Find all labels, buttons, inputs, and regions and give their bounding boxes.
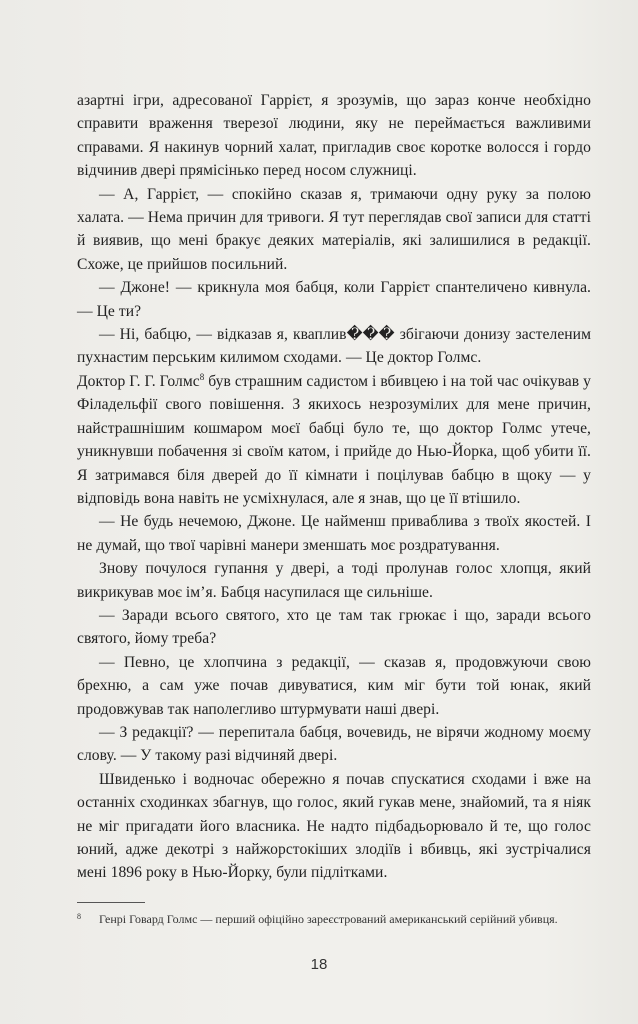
- paragraph-10: — З редакції? — перепитала бабця, вочевидь, не вірячи жодному моєму слову. — У такому разі відчиняй двері.: [77, 723, 591, 765]
- footnote-text: Генрі Говард Голмс — перший офіційно зареєстрований американський серійний убивця.: [99, 912, 558, 926]
- paragraph-2: — А, Гаррієт, — спокійно сказав я, тримаючи одну руку за полою халата. — Нема причин для тривоги. Я тут переглядав свої записи для статті й виявив, що мені бракує деяких матеріалів, які залишилися в редакції. Схоже, це прийшов посильний.: [77, 185, 591, 273]
- paragraph-5-rest: був страшним садистом і вбивцею і на той час очікував у Філадельфії свого повішення. З якихось незрозумілих для мене причин, найстрашнішим кошмаром моєї бабці було те, що доктор Голмс утече, уникнувши побачення зі своїм катом, і прийде до Нью-Йорка, щоб убити її. Я затримався біля дверей до її кімнати і поцілував бабцю в щоку — у відповідь вона навіть не усміхнулася, але я знав, що це її втішило.: [77, 372, 591, 507]
- paragraph-8: — Заради всього святого, хто це там так грюкає і що, заради всього святого, йому треба?: [77, 606, 591, 648]
- paragraph-1: азартні ігри, адресованої Гаррієт, я зрозумів, що зараз конче необхідно справити враження тверезої людини, яку не переймається важливими справами. Я накинув чорний халат, пригладив своє коротке волосся і гордо відчинив двері прямісінько перед носом служниці.: [77, 92, 591, 180]
- page-number: 18: [310, 956, 328, 973]
- footnote-reference: 8: [199, 371, 205, 382]
- footnote: [77, 911, 591, 928]
- body-text: [77, 89, 591, 885]
- paragraph-6: — Не будь нечемою, Джоне. Це найменш приваблива з твоїх якостей. І не думай, що твої чарівні манери зменшать моє роздратування.: [77, 513, 591, 554]
- paragraph-5-start: Доктор Г. Г. Голмс: [77, 372, 200, 390]
- paragraph-9: — Певно, це хлопчина з редакції, — сказав я, продовжуючи свою брехню, а сам уже почав дивуватися, ким міг бути той юнак, який продовжував так наполегливо штурмувати наші двері.: [77, 653, 591, 718]
- paragraph-4: — Ні, бабцю, — відказав я, кваплив��� збігаючи донизу застеленим пухнастим перським килимом сходами. — Це доктор Голмс.: [77, 326, 591, 367]
- paragraph-5: [77, 370, 591, 510]
- paragraph-3: — Джоне! — крикнула моя бабця, коли Гаррієт спантеличено кивнула. — Це ти?: [77, 279, 591, 320]
- footnote-divider: [77, 902, 145, 903]
- paragraph-11: Швиденько і водночас обережно я почав спускатися сходами і вже на останніх сходинках збагнув, що голос, який гукав мене, знайомий, та я ніяк не міг пригадати його власника. Не надто підбадьорювало й те, що голос юний, адже декотрі з найжорстокіших злодіїв і вбивць, які зустрічалися мені 1896 року в Нью-Йорку, були підлітками.: [77, 770, 591, 882]
- paragraph-7: Знову почулося гупання у двері, а тоді пролунав голос хлопця, який викрикував моє ім’я. Бабця насупилася ще сильніше.: [77, 560, 591, 601]
- footnote-mark: 8: [77, 912, 81, 921]
